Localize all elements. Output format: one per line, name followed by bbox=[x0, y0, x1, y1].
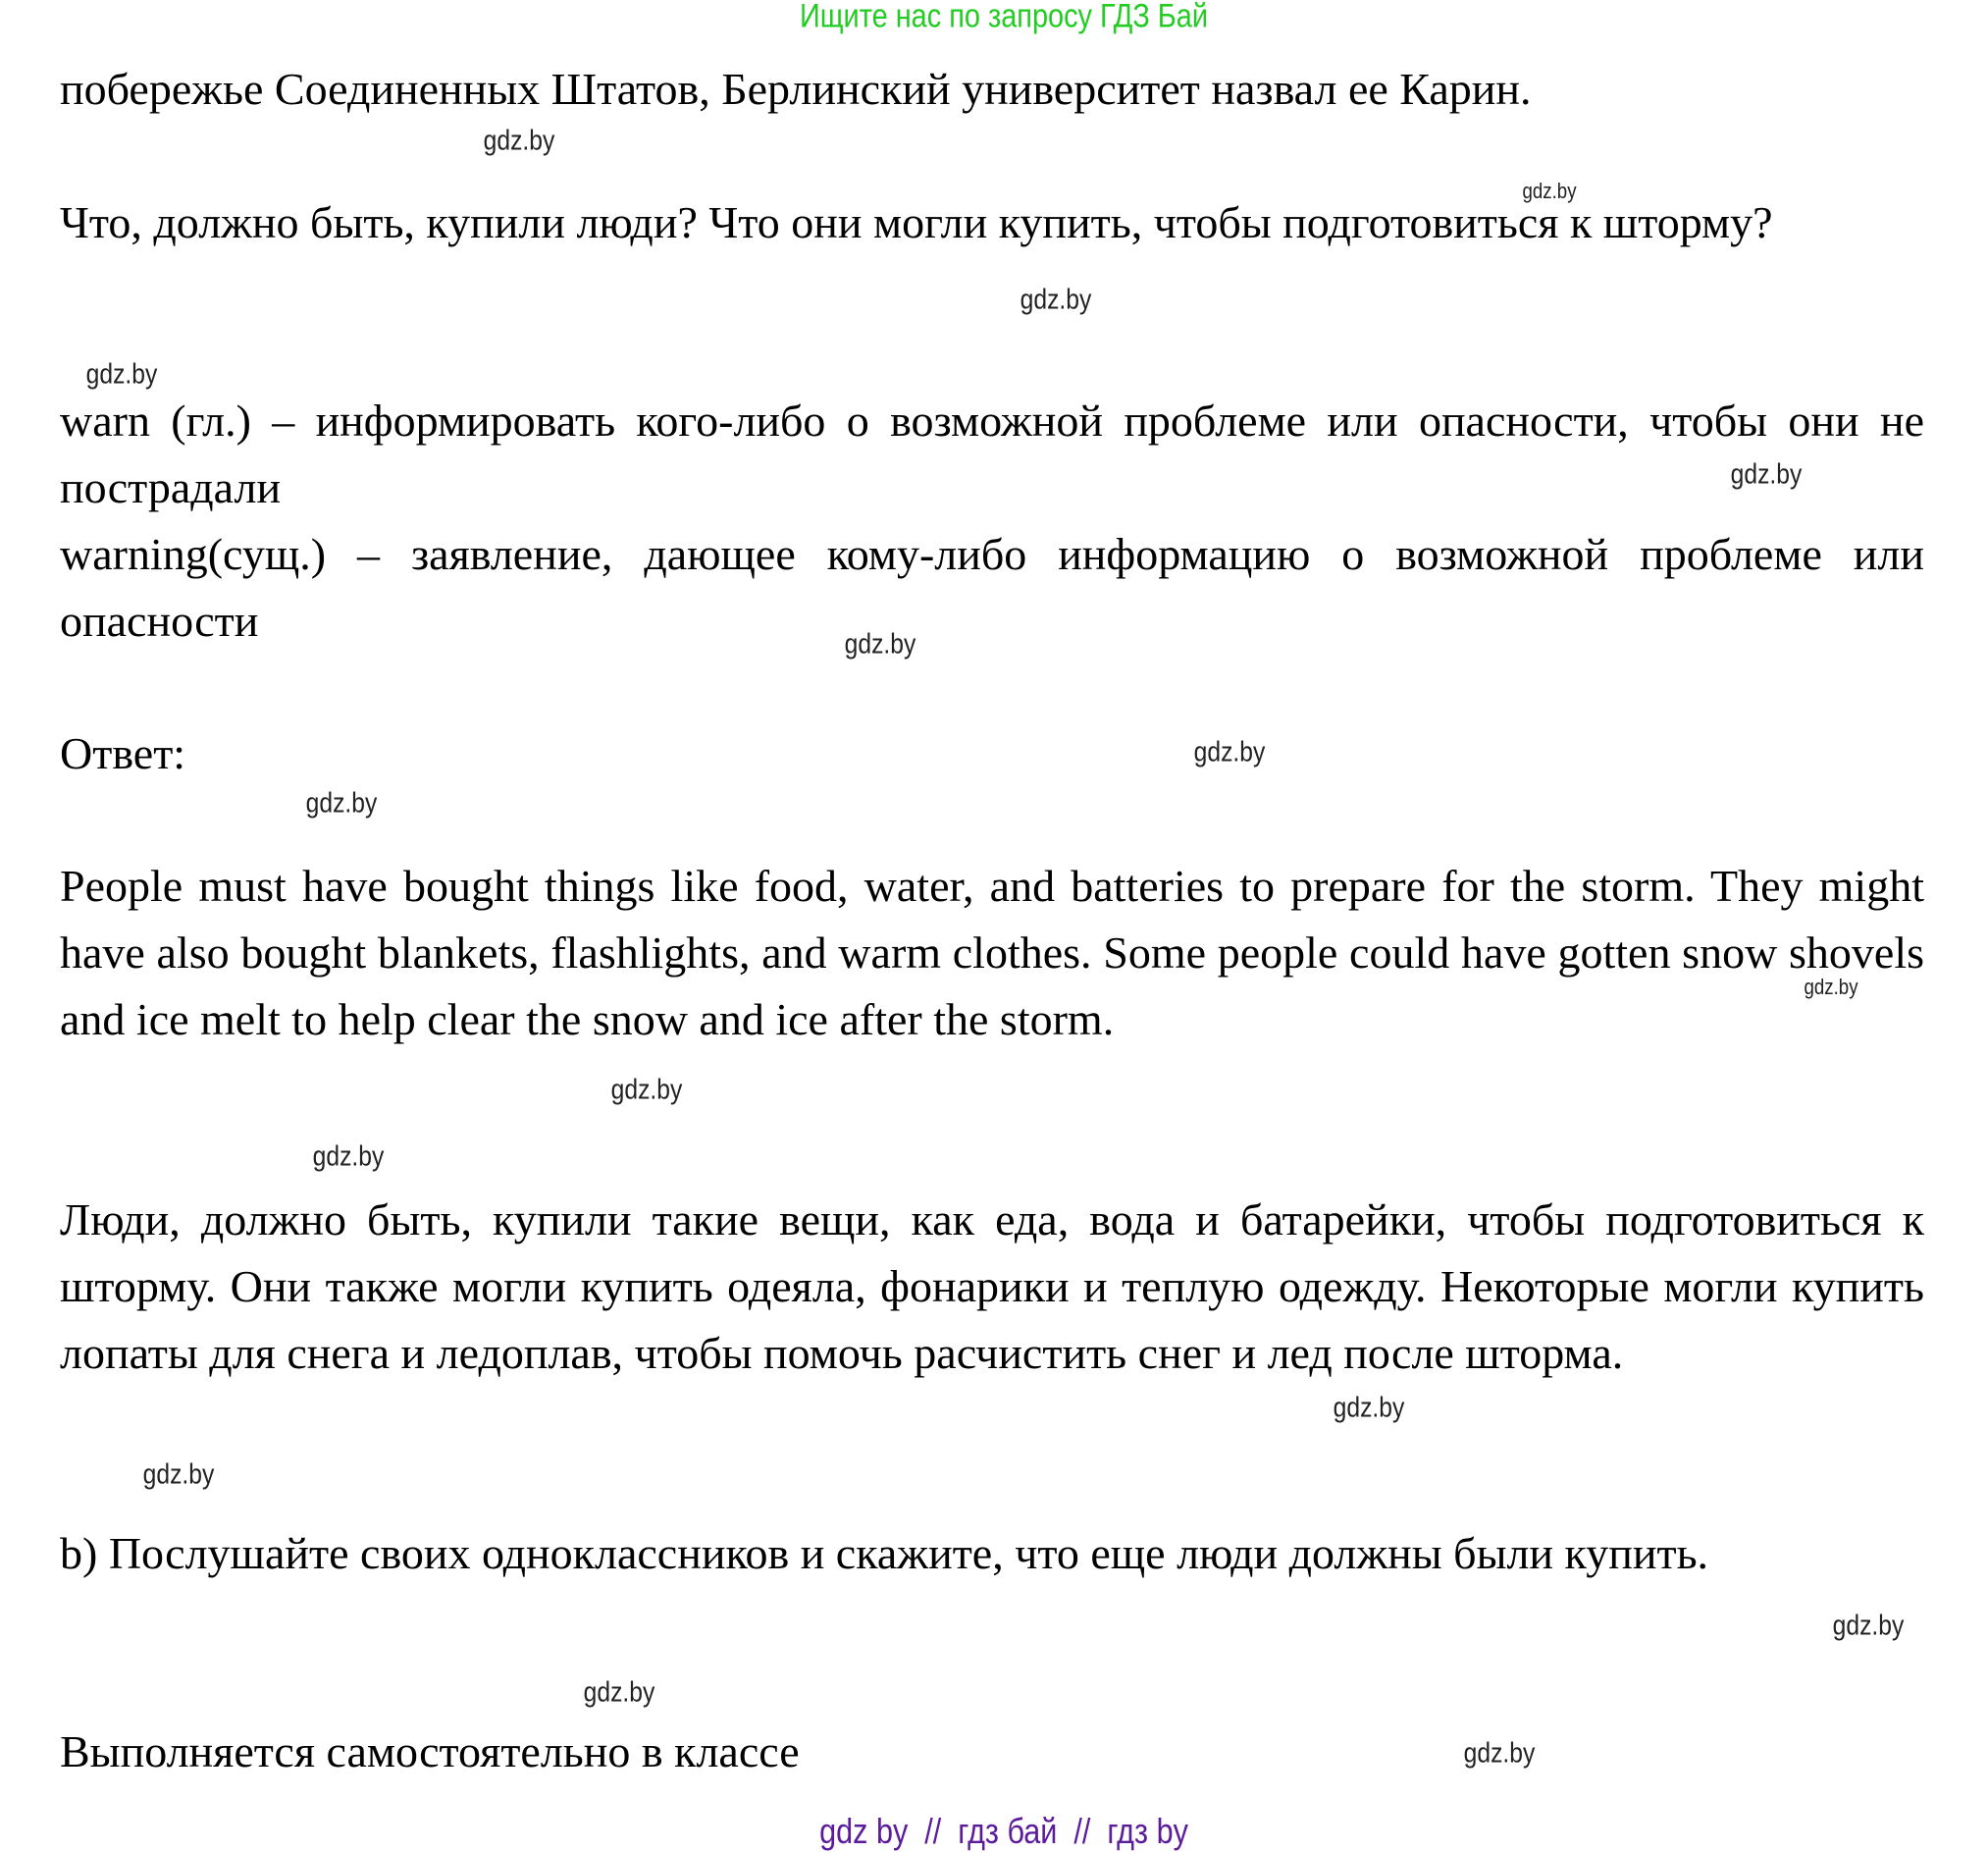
watermark: gdz.by bbox=[1522, 179, 1577, 203]
task-b: b) Послушайте своих одноклассников и скажите, что еще люди должны были купить. bbox=[60, 1528, 1709, 1578]
paragraph-intro: побережье Соединенных Штатов, Берлинский университет назвал ее Карин. bbox=[60, 64, 1532, 114]
watermark: gdz.by bbox=[305, 787, 378, 820]
answer-russian: Люди, должно быть, купили такие вещи, как еда, вода и батарейки, чтобы подготовиться к шторму. Они также могли купить одеяла, фонарики и теплую одежду. Некоторые могли купить лопаты для снега и ледоплав, чтобы помочь расчистить снег и лед после шторма. bbox=[60, 1194, 1924, 1378]
footer-links[interactable]: gdz by // гдз бай // гдз by bbox=[819, 1811, 1188, 1851]
watermark: gdz.by bbox=[583, 1676, 655, 1709]
paragraph-question: Что, должно быть, купили люди? Что они могли купить, чтобы подготовиться к шторму? bbox=[60, 197, 1773, 247]
watermark: gdz.by bbox=[312, 1140, 385, 1173]
task-b-answer: Выполняется самостоятельно в классе bbox=[60, 1726, 800, 1776]
watermark: gdz.by bbox=[85, 358, 158, 391]
paragraph-warning-definition: warning(сущ.) – заявление, дающее кому-либо информацию о возможной проблеме или опасности bbox=[60, 529, 1924, 646]
watermark: gdz.by bbox=[1463, 1737, 1536, 1770]
watermark: gdz.by bbox=[1804, 975, 1858, 999]
watermark: gdz.by bbox=[142, 1458, 215, 1491]
watermark: gdz.by bbox=[1193, 736, 1266, 768]
watermark: gdz.by bbox=[1730, 458, 1803, 491]
answer-label: Ответ: bbox=[60, 728, 186, 778]
watermark: gdz.by bbox=[1333, 1392, 1405, 1424]
watermark: gdz.by bbox=[1832, 1610, 1905, 1642]
search-hint-banner: Ищите нас по запросу ГДЗ Бай bbox=[800, 0, 1208, 35]
watermark: gdz.by bbox=[610, 1074, 683, 1106]
answer-english: People must have bought things like food, water, and batteries to prepare for the storm. They might have also bought blankets, flashlights, and warm clothes. Some people could have gotten snow shovels and ice melt to help clear the snow and ice after the storm. bbox=[60, 861, 1924, 1044]
paragraph-warn-definition: warn (гл.) – информировать кого-либо о возможной проблеме или опасности, чтобы они не пострадали bbox=[60, 396, 1924, 512]
watermark: gdz.by bbox=[844, 628, 916, 661]
watermark: gdz.by bbox=[1020, 284, 1092, 316]
watermark: gdz.by bbox=[483, 125, 555, 157]
